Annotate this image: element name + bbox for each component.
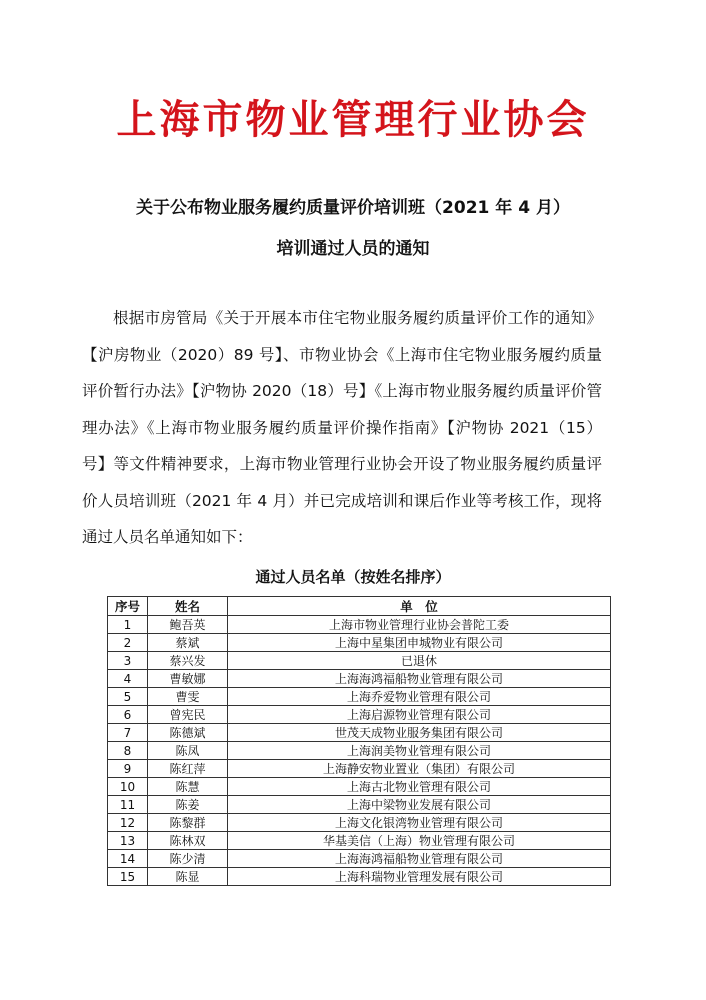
cell-number: 1	[108, 616, 148, 634]
table-row	[108, 616, 611, 634]
cell-unit: 已退休	[228, 652, 611, 670]
cell-number: 4	[108, 670, 148, 688]
cell-number: 5	[108, 688, 148, 706]
table-row	[108, 832, 611, 850]
cell-unit: 上海文化银湾物业管理有限公司	[228, 814, 611, 832]
cell-name: 蔡斌	[148, 634, 228, 652]
table-row	[108, 814, 611, 832]
cell-number: 6	[108, 706, 148, 724]
cell-unit: 上海静安物业置业（集团）有限公司	[228, 760, 611, 778]
cell-name: 陈少清	[148, 850, 228, 868]
cell-number: 7	[108, 724, 148, 742]
table-row	[108, 724, 611, 742]
notice-body-paragraph: 根据市房管局《关于开展本市住宅物业服务履约质量评价工作的通知》【沪房物业（2020）89 号】、市物业协会《上海市住宅物业服务履约质量评价暂行办法》【沪物协 2020（18）号】《上海市物业服务履约质量评价管理办法》《上海市物业服务履约质量评价操作指南》【沪物协 2021（15）号】等文件精神要求，上海市物业管理行业协会开设了物业服务履约质量评价人员培训班（2021 年 4 月）并已完成培训和课后作业等考核工作，现将通过人员名单通知如下：	[82, 309, 602, 546]
cell-number: 14	[108, 850, 148, 868]
table-row	[108, 778, 611, 796]
header-number: 序号	[108, 597, 148, 616]
table-row	[108, 796, 611, 814]
cell-unit: 上海科瑞物业管理发展有限公司	[228, 868, 611, 886]
cell-name: 陈姜	[148, 796, 228, 814]
header-name: 姓名	[148, 597, 228, 616]
document-title-line-1: 关于公布物业服务履约质量评价培训班（2021 年 4 月）	[136, 198, 570, 218]
cell-unit: 上海海鸿福船物业管理有限公司	[228, 850, 611, 868]
cell-number: 9	[108, 760, 148, 778]
cell-number: 15	[108, 868, 148, 886]
table-row	[108, 670, 611, 688]
cell-unit: 上海乔爱物业管理有限公司	[228, 688, 611, 706]
cell-unit: 华基美信（上海）物业管理有限公司	[228, 832, 611, 850]
cell-number: 8	[108, 742, 148, 760]
cell-unit: 上海启源物业管理有限公司	[228, 706, 611, 724]
roster-table-body	[108, 616, 611, 886]
cell-unit: 上海古北物业管理有限公司	[228, 778, 611, 796]
table-row	[108, 706, 611, 724]
cell-name: 陈黎群	[148, 814, 228, 832]
cell-number: 13	[108, 832, 148, 850]
table-row	[108, 868, 611, 886]
cell-name: 曾宪民	[148, 706, 228, 724]
table-row	[108, 634, 611, 652]
cell-unit: 上海海鸿福船物业管理有限公司	[228, 670, 611, 688]
cell-name: 陈红萍	[148, 760, 228, 778]
cell-number: 10	[108, 778, 148, 796]
table-row	[108, 850, 611, 868]
organization-title: 上海市物业管理行业协会	[116, 96, 590, 143]
table-row	[108, 652, 611, 670]
table-header-row	[108, 597, 611, 616]
cell-unit: 世茂天成物业服务集团有限公司	[228, 724, 611, 742]
cell-name: 陈德斌	[148, 724, 228, 742]
cell-unit: 上海中梁物业发展有限公司	[228, 796, 611, 814]
cell-number: 2	[108, 634, 148, 652]
table-row	[108, 760, 611, 778]
header-unit: 单 位	[228, 597, 611, 616]
cell-name: 陈慧	[148, 778, 228, 796]
cell-name: 陈凤	[148, 742, 228, 760]
cell-name: 鲍吾英	[148, 616, 228, 634]
roster-title: 通过人员名单（按姓名排序）	[255, 568, 451, 586]
table-row	[108, 742, 611, 760]
cell-name: 陈林双	[148, 832, 228, 850]
roster-table	[107, 596, 611, 886]
cell-unit: 上海润美物业管理有限公司	[228, 742, 611, 760]
cell-name: 蔡兴发	[148, 652, 228, 670]
cell-number: 12	[108, 814, 148, 832]
cell-name: 陈显	[148, 868, 228, 886]
cell-number: 3	[108, 652, 148, 670]
cell-name: 曹雯	[148, 688, 228, 706]
cell-name: 曹敏娜	[148, 670, 228, 688]
cell-number: 11	[108, 796, 148, 814]
document-title-line-2: 培训通过人员的通知	[276, 239, 430, 259]
cell-unit: 上海市物业管理行业协会普陀工委	[228, 616, 611, 634]
cell-unit: 上海中星集团申城物业有限公司	[228, 634, 611, 652]
table-row	[108, 688, 611, 706]
